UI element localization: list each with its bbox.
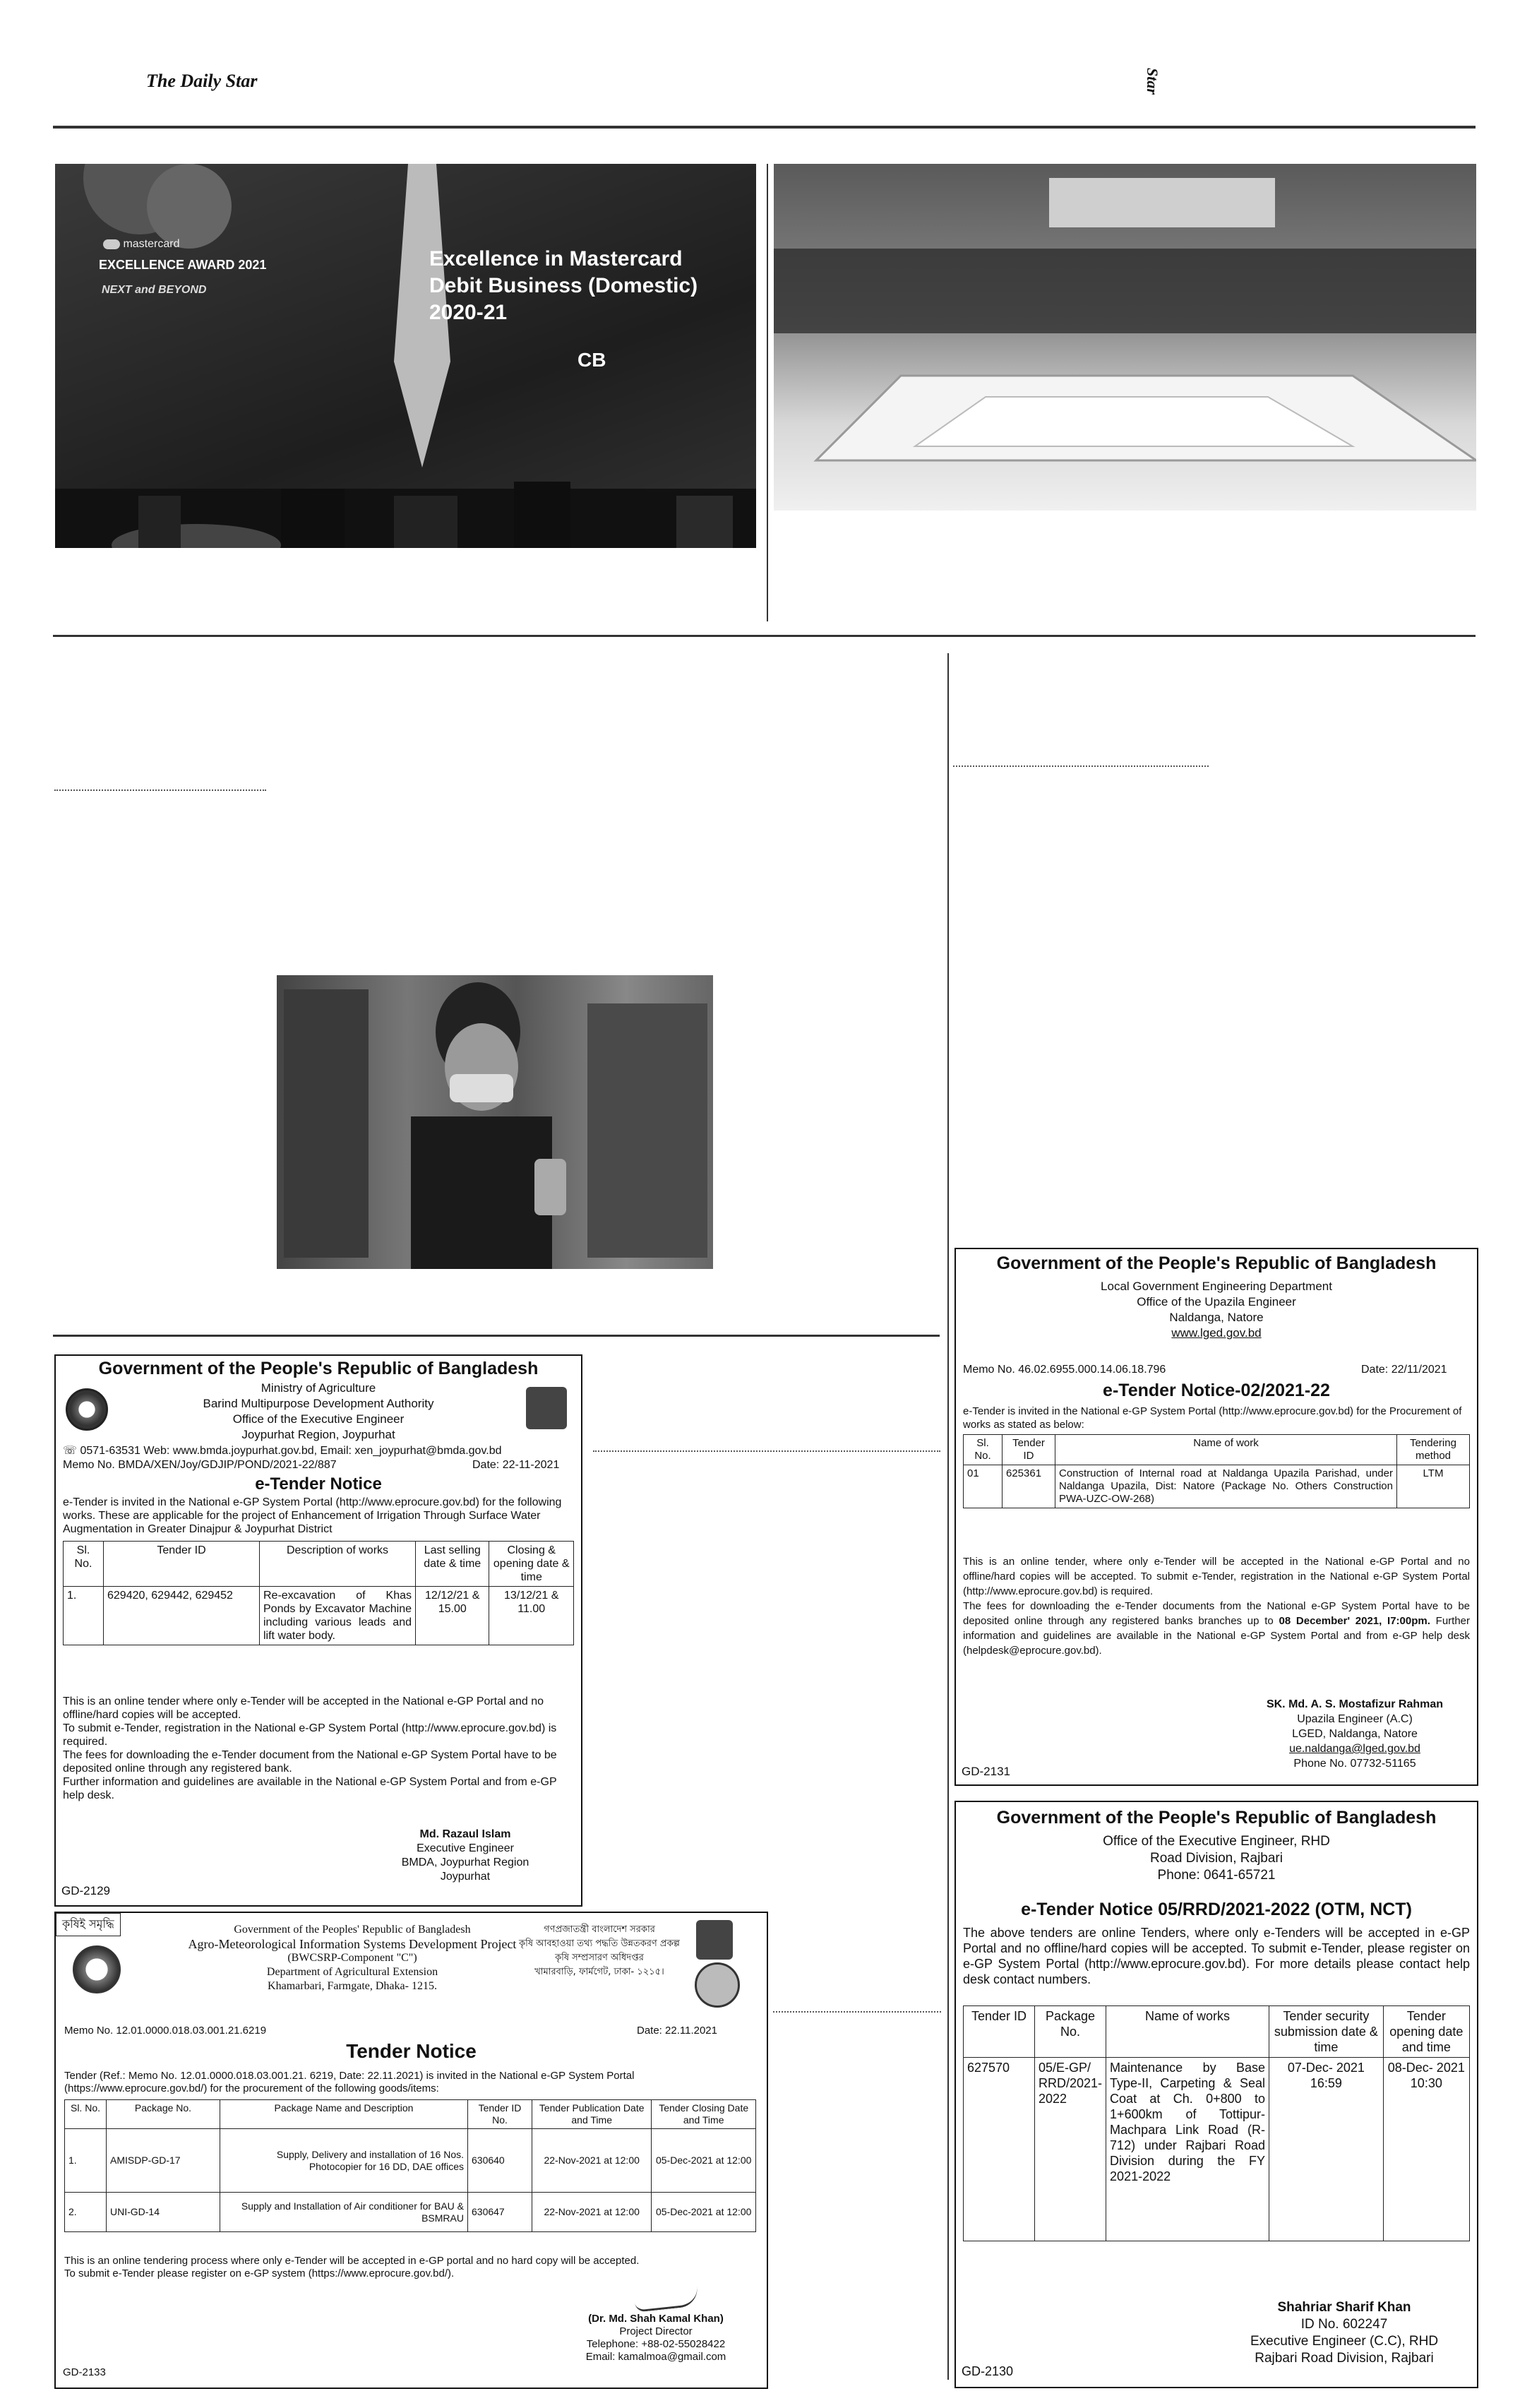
bmda-body-3: The fees for downloading the e-Tender document from the National e-GP System Portal have to be deposited online through any registered bank. [63, 1749, 557, 1775]
lged-header-id: Tender ID [1003, 1435, 1055, 1465]
dae-header-close: Tender Closing Date and Time [652, 2100, 756, 2129]
right-dotted-rule [953, 765, 1209, 767]
dae-component: (BWCSRP-Component "C") [287, 1952, 417, 1964]
bmda-title: e-Tender Notice [255, 1474, 382, 1494]
rhd-gd-code: GD-2130 [962, 2364, 1014, 2378]
signature-mark-icon [634, 2287, 699, 2312]
lged-gd-code: GD-2131 [962, 1765, 1010, 1778]
dae-sig-name: (Dr. Md. Shah Kamal Khan) [588, 2313, 724, 2325]
lged-date: Date: 22/11/2021 [1361, 1364, 1447, 1376]
lged-header-method: Tendering method [1397, 1435, 1470, 1465]
dae-cell-id: 630640 [468, 2129, 532, 2193]
dae-logo-icon [73, 1945, 121, 1993]
shop-photo [277, 975, 713, 1269]
top-column-divider [767, 164, 768, 621]
lower-dotted-rule [773, 2011, 941, 2013]
bmda-sig-title: Executive Engineer [417, 1842, 514, 1854]
dae-cell-close: 05-Dec-2021 at 12:00 [652, 2129, 756, 2193]
rhd-cell-pkg: 05/E-GP/ RRD/2021- 2022 [1035, 2058, 1106, 2241]
rhd-phone: Phone: 0641-65721 [1157, 1868, 1276, 1883]
rhd-header-security: Tender security submission date & time [1269, 2006, 1384, 2058]
bmda-contact: ☏ 0571-63531 Web: www.bmda.joypurhat.gov.bd, Email: xen_joypurhat@bmda.gov.bd [63, 1445, 502, 1457]
lged-title: e-Tender Notice-02/2021-22 [1103, 1381, 1330, 1400]
bmda-body-2: To submit e-Tender, registration in the National e-GP System Portal (http://www.eprocure.gov.bd) is required. [63, 1722, 557, 1748]
rhd-gov: Government of the People's Republic of Bangladesh [996, 1808, 1437, 1828]
dae-header-desc: Package Name and Description [220, 2100, 468, 2129]
dae-header-pub: Tender Publication Date and Time [532, 2100, 652, 2129]
bmda-cell-id: 629420, 629442, 629452 [104, 1587, 260, 1645]
bmda-sig-place: Joypurhat [440, 1871, 491, 1883]
dae-intro: Tender (Ref.: Memo No. 12.01.0000.018.03.001.21. 6219, Date: 22.11.2021) is invited in the National e-GP System Portal (https://www.eprocure.gov.bd/) for the procurement of the following goods/items: [64, 2070, 635, 2094]
header-rule [53, 126, 1476, 129]
rhd-cell-id: 627570 [964, 2058, 1035, 2241]
lged-header-sl: Sl. No. [964, 1435, 1003, 1465]
bmda-cell-desc: Re-excavation of Khas Ponds by Excavator Machine including various leads and lift water body. [260, 1587, 416, 1645]
dae-note-2: To submit e-Tender please register on e-GP system (https://www.eprocure.gov.bd/). [64, 2267, 455, 2279]
table-row [65, 2129, 756, 2193]
dae-address: Khamarbari, Farmgate, Dhaka- 1215. [268, 1980, 437, 1992]
bmda-cell-sl: 1. [64, 1587, 104, 1645]
bmda-authority: Barind Multipurpose Development Authority [203, 1397, 434, 1410]
dae-date: Date: 22.11.2021 [637, 2025, 717, 2037]
dae-dept: Department of Agricultural Extension [266, 1966, 438, 1978]
dae-seal-icon [695, 1962, 740, 2008]
bmda-memo: Memo No. BMDA/XEN/Joy/GDJIP/POND/2021-22/887 [63, 1459, 337, 1471]
dae-header-id: Tender ID No. [468, 2100, 532, 2129]
lged-sig-org: LGED, Naldanga, Natore [1292, 1728, 1418, 1740]
lged-header-name: Name of work [1055, 1435, 1397, 1465]
section-rule-1 [53, 635, 1476, 637]
dae-gov: Government of the Peoples' Republic of Bangladesh [234, 1924, 471, 1936]
masthead-left: The Daily Star [146, 71, 258, 91]
bmda-body-4: Further information and guidelines are available in the National e-GP System Portal and from e-GP help desk. [63, 1776, 557, 1801]
lged-cell-name: Construction of Internal road at Naldanga Upazila Parishad, under Naldanga Upazila, Dist: Natore (Package No. Others Construction PWA-UZC-OW-268) [1055, 1465, 1397, 1508]
lged-gov: Government of the People's Republic of Bangladesh [996, 1253, 1437, 1273]
dae-sig-title: Project Director [619, 2325, 693, 2337]
rhd-intro: The above tenders are online Tenders, where only e-Tenders will be accepted in e-GP Portal and no offline/hard copies will be accepted. To submit e-Tender, please register on e-GP System Portal (http://www.eprocure.gov.bd). For more details please contact help desk contact numbers. [963, 1926, 1470, 1986]
dae-cell-pkg: UNI-GD-14 [107, 2193, 220, 2232]
lged-body-1: This is an online tender, where only e-Tender will be accepted in the National e-GP Portal and no offline/hard copies will be accepted. To submit e-Tender, registration in the National e-GP System Portal (http://www.eprocure.gov.bd) is required. [963, 1556, 1470, 1597]
bmda-header-closing: Closing & opening date & time [489, 1542, 574, 1587]
lged-intro: e-Tender is invited in the National e-GP System Portal (http://www.eprocure.gov.bd) for the Procurement of works as stated as below: [963, 1405, 1462, 1431]
dae-header-pkg: Package No. [107, 2100, 220, 2129]
lged-sig-title: Upazila Engineer (A.C) [1297, 1713, 1413, 1725]
rhd-header-id: Tender ID [964, 2006, 1035, 2058]
lged-cell-id: 625361 [1003, 1465, 1055, 1508]
table-row [964, 1465, 1470, 1508]
bmda-gov: Government of the People's Republic of Bangladesh [98, 1359, 539, 1378]
dae-header-sl: Sl. No. [65, 2100, 107, 2129]
dae-title: Tender Notice [346, 2040, 477, 2062]
rhd-cell-security: 07-Dec- 2021 16:59 [1269, 2058, 1384, 2241]
table-row [64, 1587, 574, 1645]
lged-sig-phone: Phone No. 07732-51165 [1293, 1758, 1416, 1770]
bmda-header-sl: Sl. No. [64, 1542, 104, 1587]
bmda-table [63, 1541, 574, 1645]
masthead-right: Star [1144, 68, 1161, 95]
dae-cell-sl: 1. [65, 2129, 107, 2193]
award-tagline: NEXT and BEYOND [102, 284, 207, 296]
shop-photo-art [277, 975, 713, 1269]
dae-portrait-icon [696, 1920, 733, 1960]
section-rule-2 [53, 1335, 940, 1337]
lged-cell-method: LTM [1397, 1465, 1470, 1508]
award-headline-3: 2020-21 [429, 301, 508, 324]
rhd-cell-name: Maintenance by Base Type-II, Carpeting & Seal Coat at Ch. 0+800 to 1+600km of Tottipur-Machpara Link Road (R-712) under Rajbari Road Division during the FY 2021-2022 [1106, 2058, 1269, 2241]
award-logo: CB [578, 349, 606, 371]
award-headline-1: Excellence in Mastercard [429, 247, 683, 270]
dae-cell-close: 05-Dec-2021 at 12:00 [652, 2193, 756, 2232]
rhd-division: Road Division, Rajbari [1150, 1851, 1283, 1866]
dae-sig-phone: Telephone: +88-02-55028422 [586, 2338, 726, 2350]
bmda-header-selling: Last selling date & time [416, 1542, 489, 1587]
lged-table [963, 1434, 1470, 1508]
bmda-ministry: Ministry of Agriculture [261, 1381, 376, 1395]
dae-tender-ad [54, 1912, 768, 2389]
dae-cell-id: 630647 [468, 2193, 532, 2232]
rhd-header-name: Name of works [1106, 2006, 1269, 2058]
lged-sig-name: SK. Md. A. S. Mostafizur Rahman [1266, 1698, 1444, 1710]
lged-deadline: 08 December' 2021, I7:00pm. [1279, 1615, 1430, 1627]
bmda-date: Date: 22-11-2021 [472, 1459, 560, 1471]
dae-sig-email: Email: kamalmoa@gmail.com [585, 2351, 726, 2363]
rhd-office: Office of the Executive Engineer, RHD [1103, 1834, 1330, 1849]
mid-dotted-rule [593, 1450, 940, 1452]
rhd-sig-name: Shahriar Sharif Khan [1277, 2300, 1411, 2315]
lged-dept: Local Government Engineering Department [1101, 1280, 1332, 1293]
meeting-photo [774, 164, 1476, 511]
dae-corner-bn: কৃষিই সমৃদ্ধি [56, 1913, 121, 1936]
award-title: EXCELLENCE AWARD 2021 [99, 258, 267, 272]
lged-office: Office of the Upazila Engineer [1137, 1295, 1296, 1309]
rhd-sig-org: Rajbari Road Division, Rajbari [1255, 2351, 1434, 2366]
dae-cell-desc: Supply and Installation of Air conditioner for BAU & BSMRAU [220, 2193, 468, 2232]
bmda-tender-ad [54, 1354, 582, 1907]
dae-cell-pub: 22-Nov-2021 at 12:00 [532, 2193, 652, 2232]
bmda-region: Joypurhat Region, Joypurhat [241, 1428, 395, 1441]
mastercard-brand: mastercard [123, 238, 180, 250]
dae-memo: Memo No. 12.01.0000.018.03.001.21.6219 [64, 2025, 267, 2037]
dae-gd-code: GD-2133 [63, 2366, 106, 2378]
bmda-body-1: This is an online tender where only e-Tender will be accepted in the National e-GP Portal and no offline/hard copies will be accepted. [63, 1695, 544, 1721]
dae-cell-sl: 2. [65, 2193, 107, 2232]
left-dotted-rule [54, 789, 266, 791]
bmda-office: Office of the Executive Engineer [232, 1412, 405, 1426]
dae-project: Agro-Meteorological Information Systems Development Project [188, 1937, 517, 1951]
rhd-tender-ad [954, 1801, 1478, 2388]
rhd-header-opening: Tender opening date and time [1383, 2006, 1469, 2058]
bmda-header-id: Tender ID [104, 1542, 260, 1587]
rhd-title: e-Tender Notice 05/RRD/2021-2022 (OTM, NCT) [1021, 1900, 1412, 1919]
middle-column-divider [947, 653, 949, 2380]
dae-cell-desc: Supply, Delivery and installation of 16 Nos. Photocopier for 16 DD, DAE offices [220, 2129, 468, 2193]
lged-web[interactable]: www.lged.gov.bd [1171, 1326, 1262, 1340]
dae-table [64, 2099, 756, 2232]
bmda-cell-closing: 13/12/21 & 11.00 [489, 1587, 574, 1645]
dae-bn-dept: কৃষি সম্প্রসারণ অধিদপ্তর [555, 1953, 644, 1963]
meeting-photo-art [774, 164, 1476, 511]
lged-body-2c: Further information and guidelines are available in the National e-GP System Portal and from e-GP help desk (helpdesk@eprocure.gov.bd). [963, 1615, 1470, 1657]
dae-bn-address: খামারবাড়ি, ফার্মগেট, ঢাকা- ১২১৫। [534, 1967, 664, 1977]
rhd-header-pkg: Package No. [1035, 2006, 1106, 2058]
award-photo [55, 164, 756, 548]
rhd-table [963, 2005, 1470, 2241]
bmda-gd-code: GD-2129 [61, 1884, 110, 1897]
dae-bn-project: কৃষি আবহাওয়া তথ্য পদ্ধতি উন্নতকরণ প্রকল্প [519, 1938, 680, 1949]
dae-bn-gov: গণপ্রজাতন্ত্রী বাংলাদেশ সরকার [544, 1924, 655, 1935]
lged-body-2a: The fees for downloading the e-Tender documents from the National e-GP System Portal have to be deposited online through any registered banks branches up to [963, 1600, 1470, 1627]
table-row [65, 2193, 756, 2232]
lged-sig-email[interactable]: ue.naldanga@lged.gov.bd [1289, 1743, 1420, 1755]
lged-place: Naldanga, Natore [1169, 1311, 1264, 1324]
dae-cell-pkg: AMISDP-GD-17 [107, 2129, 220, 2193]
bmda-sig-name: Md. Razaul Islam [419, 1828, 511, 1840]
rhd-sig-id: ID No. 602247 [1300, 2317, 1388, 2332]
dae-cell-pub: 22-Nov-2021 at 12:00 [532, 2129, 652, 2193]
award-headline-2: Debit Business (Domestic) [429, 274, 698, 297]
award-photo-art [55, 164, 756, 548]
lged-cell-sl: 01 [964, 1465, 1003, 1508]
bmda-header-desc: Description of works [260, 1542, 416, 1587]
bmda-sig-org: BMDA, Joypurhat Region [401, 1856, 529, 1868]
lged-memo: Memo No. 46.02.6955.000.14.06.18.796 [963, 1364, 1166, 1376]
rhd-cell-opening: 08-Dec- 2021 10:30 [1383, 2058, 1469, 2241]
bmda-cell-selling: 12/12/21 & 15.00 [416, 1587, 489, 1645]
bmda-intro: e-Tender is invited in the National e-GP System Portal (http://www.eprocure.gov.bd) for the following works. These are applicable for the project of Enhancement of Irrigation Through Surface Water Augmentation in Greater Dinajpur & Joypurhat District [63, 1496, 562, 1535]
table-row [964, 2058, 1470, 2241]
dae-note-1: This is an online tendering process where only e-Tender will be accepted in e-GP portal and no hard copy will be accepted. [64, 2255, 640, 2267]
lged-tender-ad [954, 1248, 1478, 1786]
rhd-sig-title: Executive Engineer (C.C), RHD [1250, 2334, 1439, 2349]
